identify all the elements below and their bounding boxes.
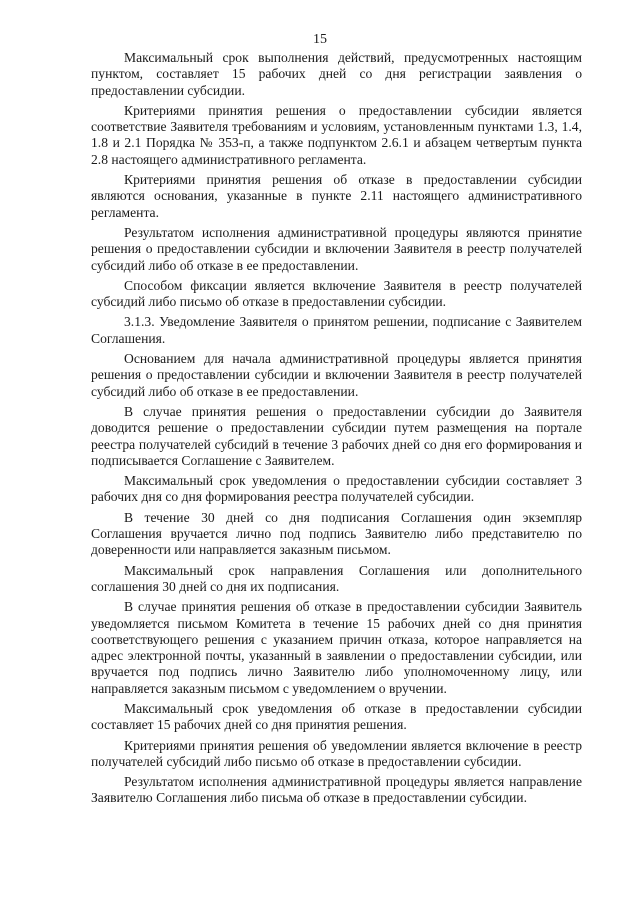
paragraph: Критериями принятия решения о предоставлении субсидии является соответствие Заявителя требованиям и условиям, установленным пунктами 1.3, 1.4, 1.8 и 2.1 Порядка № 353-п, а также подпунктом 2.6.1 и абзацем четвертым пункта 2.8 настоящего административного регламента.: [91, 102, 582, 167]
page-number: 15: [313, 32, 327, 47]
paragraph: Результатом исполнения административной процедуры являются принятие решения о предоставлении субсидии и включении Заявителя в реестр получателей субсидий либо об отказе в ее предоставлении.: [91, 224, 582, 273]
paragraph: В течение 30 дней со дня подписания Соглашения один экземпляр Соглашения вручается лично под подпись Заявителю либо представителю по доверенности или направляется заказным письмом.: [91, 509, 582, 558]
paragraph: Максимальный срок уведомления об отказе в предоставлении субсидии составляет 15 рабочих дней со дня принятия решения.: [91, 700, 582, 733]
paragraph: Результатом исполнения административной процедуры является направление Заявителю Соглашения либо письма об отказе в предоставлении субсидии.: [91, 774, 582, 806]
paragraph: Максимальный срок уведомления о предоставлении субсидии составляет 3 рабочих дня со дня формирования реестра получателей субсидии.: [91, 473, 582, 505]
paragraph: Критериями принятия решения об отказе в предоставлении субсидии являются основания, указанные в пункте 2.11 настоящего административного регламента.: [91, 172, 582, 220]
paragraph: Основанием для начала административной процедуры является принятия решения о предоставлении субсидии и включении Заявителя в реестр получателей субсидий либо об отказе в ее предоставлении.: [91, 351, 582, 399]
paragraph: В случае принятия решения о предоставлении субсидии до Заявителя доводится решение о предоставлении субсидии путем размещения на портале реестра получателей субсидий в течение 3 рабочих дней со дня его формирования и подписывается Соглашение с Заявителем.: [91, 403, 582, 468]
paragraph: Максимальный срок выполнения действий, предусмотренных настоящим пунктом, составляет 15 рабочих дней со дня регистрации заявления о предоставлении субсидии.: [91, 50, 582, 98]
document-body: [91, 50, 582, 811]
paragraph: Максимальный срок направления Соглашения или дополнительного соглашения 30 дней со дня их подписания.: [91, 562, 582, 594]
paragraph: В случае принятия решения об отказе в предоставлении субсидии Заявитель уведомляется письмом Комитета в течение 15 рабочих дней со дня принятия соответствующего решения с указанием причин отказа, которое направляется на адрес электронной почты, указанный в заявлении о предоставлении субсидии, или вручается под подпись лично Заявителю либо уполномоченному лицу, или направляется заказным письмом с уведомлением о вручении.: [91, 599, 582, 696]
paragraph: Критериями принятия решения об уведомлении является включение в реестр получателей субсидий либо письмо об отказе в предоставлении субсидии.: [91, 737, 582, 769]
section-heading-3-1-3: 3.1.3. Уведомление Заявителя о принятом решении, подписание с Заявителем Соглашения.: [91, 314, 582, 346]
paragraph: Способом фиксации является включение Заявителя в реестр получателей субсидий либо письмо об отказе в предоставлении субсидии.: [91, 277, 582, 310]
